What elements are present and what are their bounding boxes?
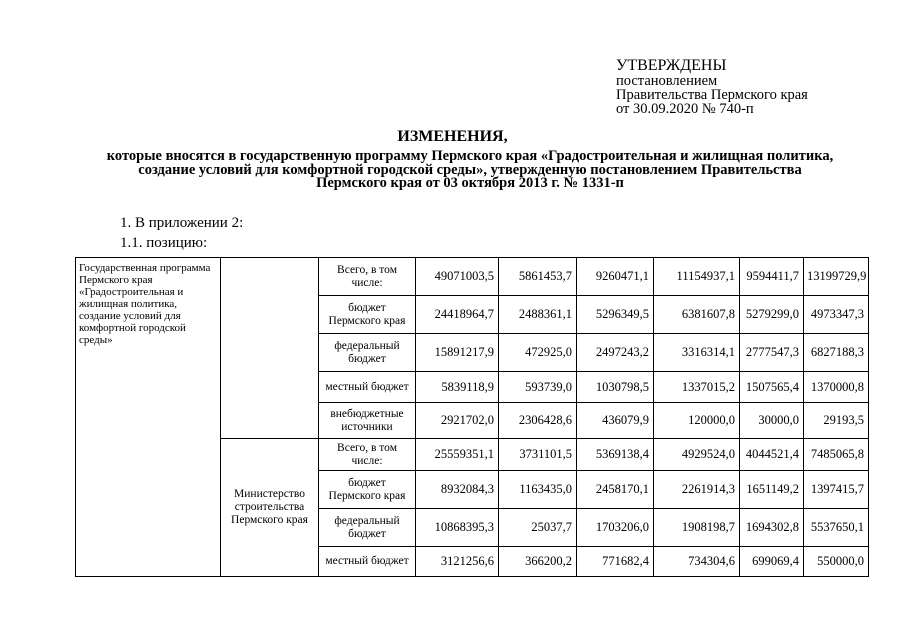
value-cell: 2306428,6 bbox=[499, 403, 577, 439]
value-cell: 13199729,9 bbox=[804, 258, 869, 296]
value-cell: 5369138,4 bbox=[577, 439, 654, 471]
value-cell: 2921702,0 bbox=[416, 403, 499, 439]
value-cell: 24418964,7 bbox=[416, 296, 499, 334]
value-cell: 2488361,1 bbox=[499, 296, 577, 334]
row-label: бюджет Пермского края bbox=[319, 471, 416, 509]
value-cell: 1397415,7 bbox=[804, 471, 869, 509]
row-label: федеральный бюджет bbox=[319, 509, 416, 547]
value-cell: 2777547,3 bbox=[740, 334, 804, 372]
value-cell: 2458170,1 bbox=[577, 471, 654, 509]
executor-cell: Министерство строительства Пермского края bbox=[221, 439, 319, 577]
value-cell: 734304,6 bbox=[654, 547, 740, 577]
value-cell: 9260471,1 bbox=[577, 258, 654, 296]
approval-line: постановлением bbox=[616, 73, 718, 89]
row-label: федеральный бюджет bbox=[319, 334, 416, 372]
approval-stamp bbox=[616, 58, 808, 116]
value-cell: 11154937,1 bbox=[654, 258, 740, 296]
value-cell: 4044521,4 bbox=[740, 439, 804, 471]
row-label: внебюджетные источники bbox=[319, 403, 416, 439]
row-label: бюджет Пермского края bbox=[319, 296, 416, 334]
value-cell: 1651149,2 bbox=[740, 471, 804, 509]
value-cell: 366200,2 bbox=[499, 547, 577, 577]
value-cell: 1163435,0 bbox=[499, 471, 577, 509]
value-cell: 1337015,2 bbox=[654, 372, 740, 403]
approval-date-line: от 30.09.2020 № 740-п bbox=[616, 101, 754, 117]
row-label: местный бюджет bbox=[319, 372, 416, 403]
value-cell: 1507565,4 bbox=[740, 372, 804, 403]
row-label: Всего, в том числе: bbox=[319, 258, 416, 296]
value-cell: 7485065,8 bbox=[804, 439, 869, 471]
paragraph-1-1: 1.1. позицию: bbox=[120, 235, 208, 251]
value-cell: 4973347,3 bbox=[804, 296, 869, 334]
value-cell: 472925,0 bbox=[499, 334, 577, 372]
value-cell: 120000,0 bbox=[654, 403, 740, 439]
value-cell: 1703206,0 bbox=[577, 509, 654, 547]
value-cell: 49071003,5 bbox=[416, 258, 499, 296]
paragraph-1: 1. В приложении 2: bbox=[120, 215, 244, 231]
value-cell: 771682,4 bbox=[577, 547, 654, 577]
value-cell: 1030798,5 bbox=[577, 372, 654, 403]
value-cell: 550000,0 bbox=[804, 547, 869, 577]
value-cell: 5839118,9 bbox=[416, 372, 499, 403]
value-cell: 29193,5 bbox=[804, 403, 869, 439]
value-cell: 5861453,7 bbox=[499, 258, 577, 296]
value-cell: 2261914,3 bbox=[654, 471, 740, 509]
value-cell: 1370000,8 bbox=[804, 372, 869, 403]
value-cell: 6381607,8 bbox=[654, 296, 740, 334]
value-cell: 3731101,5 bbox=[499, 439, 577, 471]
value-cell: 4929524,0 bbox=[654, 439, 740, 471]
subtitle-line: Пермского края от 03 октября 2013 г. № 1331-п bbox=[316, 175, 624, 191]
value-cell: 3121256,6 bbox=[416, 547, 499, 577]
value-cell: 5279299,0 bbox=[740, 296, 804, 334]
value-cell: 436079,9 bbox=[577, 403, 654, 439]
document-subtitle bbox=[80, 150, 860, 191]
value-cell: 8932084,3 bbox=[416, 471, 499, 509]
value-cell: 30000,0 bbox=[740, 403, 804, 439]
funding-table bbox=[75, 257, 869, 577]
value-cell: 699069,4 bbox=[740, 547, 804, 577]
approval-line: Правительства Пермского края bbox=[616, 87, 808, 103]
program-name-cell: Государственная программа Пермского края «Градостроительная и жилищная политика, создание условий для комфортной городской среды» bbox=[76, 258, 221, 577]
table-row bbox=[76, 258, 869, 296]
value-cell: 5296349,5 bbox=[577, 296, 654, 334]
value-cell: 10868395,3 bbox=[416, 509, 499, 547]
document-title: ИЗМЕНЕНИЯ, bbox=[397, 128, 508, 145]
approval-heading: УТВЕРЖДЕНЫ bbox=[616, 57, 727, 74]
value-cell: 5537650,1 bbox=[804, 509, 869, 547]
row-label: Всего, в том числе: bbox=[319, 439, 416, 471]
row-label: местный бюджет bbox=[319, 547, 416, 577]
subtitle-line: создание условий для комфортной городской среды», утвержденную постановлением Правительства bbox=[138, 161, 802, 178]
value-cell: 593739,0 bbox=[499, 372, 577, 403]
value-cell: 6827188,3 bbox=[804, 334, 869, 372]
value-cell: 9594411,7 bbox=[740, 258, 804, 296]
value-cell: 1908198,7 bbox=[654, 509, 740, 547]
value-cell: 1694302,8 bbox=[740, 509, 804, 547]
subtitle-line: которые вносятся в государственную программу Пермского края «Градостроительная и жилищная политика, bbox=[106, 148, 834, 164]
value-cell: 2497243,2 bbox=[577, 334, 654, 372]
value-cell: 3316314,1 bbox=[654, 334, 740, 372]
empty-executor-cell bbox=[221, 258, 319, 439]
value-cell: 25037,7 bbox=[499, 509, 577, 547]
value-cell: 15891217,9 bbox=[416, 334, 499, 372]
value-cell: 25559351,1 bbox=[416, 439, 499, 471]
